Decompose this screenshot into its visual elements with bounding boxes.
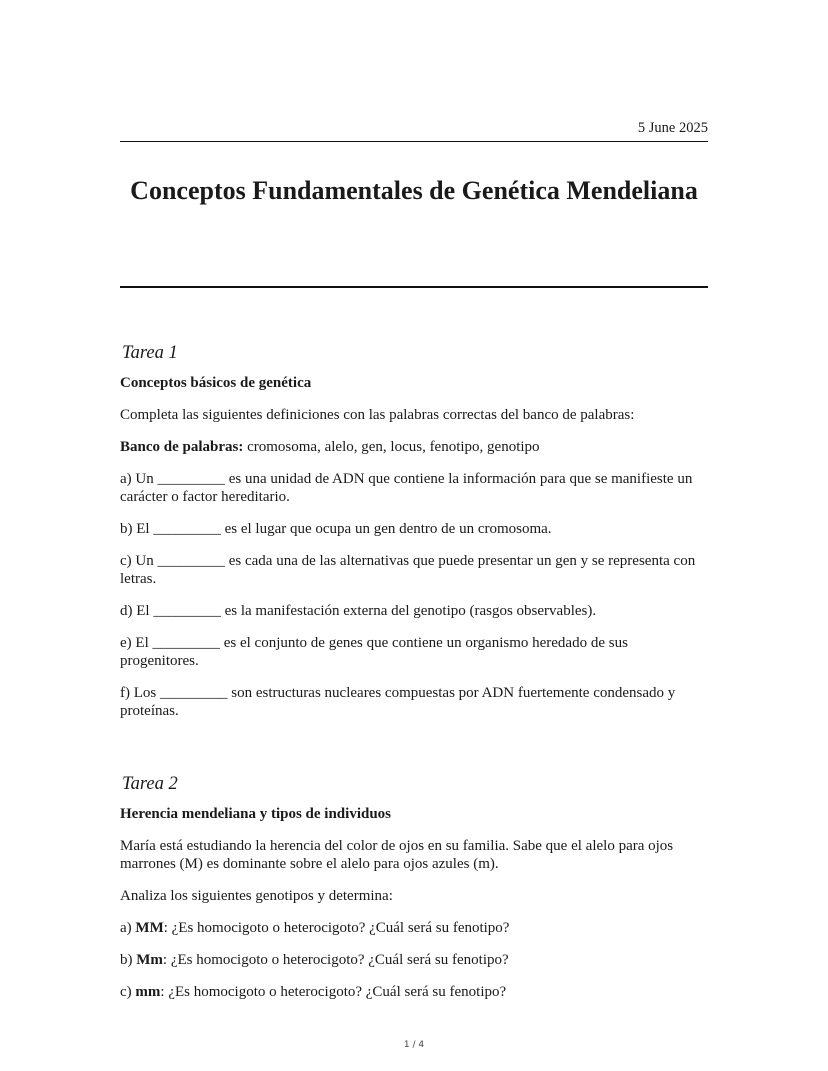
- genotype: MM: [135, 920, 164, 936]
- genotype: Mm: [136, 952, 163, 968]
- genotype: mm: [135, 984, 161, 1000]
- document-date: 5 June 2025: [637, 120, 708, 136]
- title-divider: [120, 286, 708, 288]
- task-heading: Tarea 2: [122, 774, 178, 794]
- genotype-question: [120, 951, 708, 969]
- item-prefix: a): [120, 920, 136, 936]
- genotype-question: [120, 919, 708, 937]
- task-instruction: Completa las siguientes definiciones con las palabras correctas del banco de palabras:: [120, 407, 635, 423]
- word-bank-words: cromosoma, alelo, gen, locus, fenotipo, genotipo: [243, 439, 540, 455]
- task-subtitle: Conceptos básicos de genética: [120, 375, 312, 391]
- word-bank-label: Banco de palabras:: [120, 439, 244, 455]
- task-subtitle: Herencia mendeliana y tipos de individuos: [120, 806, 392, 822]
- exercise-item: f) Los _________ son estructuras nucleares compuestas por ADN fuertemente condensado y proteínas.: [120, 685, 676, 719]
- question-text: : ¿Es homocigoto o heterocigoto? ¿Cuál será su fenotipo?: [163, 920, 510, 936]
- exercise-item: b) El _________ es el lugar que ocupa un gen dentro de un cromosoma.: [120, 521, 552, 537]
- task-2-section: [120, 773, 708, 1015]
- genotype-question: [120, 983, 708, 1001]
- task-heading: Tarea 1: [122, 343, 178, 363]
- exercise-item: c) Un _________ es cada una de las alternativas que puede presentar un gen y se representa con letras.: [120, 553, 696, 587]
- item-prefix: b): [120, 952, 137, 968]
- exercise-item: d) El _________ es la manifestación externa del genotipo (rasgos observables).: [120, 603, 597, 619]
- document-title: Conceptos Fundamentales de Genética Mendeliana: [130, 176, 698, 205]
- task-instruction: Analiza los siguientes genotipos y determina:: [120, 888, 393, 904]
- task-1-section: [120, 342, 708, 734]
- question-text: : ¿Es homocigoto o heterocigoto? ¿Cuál será su fenotipo?: [160, 984, 507, 1000]
- page-number: 1 / 4: [403, 1040, 425, 1050]
- question-text: : ¿Es homocigoto o heterocigoto? ¿Cuál será su fenotipo?: [162, 952, 509, 968]
- exercise-item: a) Un _________ es una unidad de ADN que contiene la información para que se manifieste un carácter o factor hereditario.: [120, 471, 693, 505]
- item-prefix: c): [120, 984, 136, 1000]
- header-divider: [120, 141, 708, 142]
- word-bank: [120, 438, 708, 456]
- exercise-item: e) El _________ es el conjunto de genes que contiene un organismo heredado de sus progenitores.: [120, 635, 628, 669]
- task-intro: María está estudiando la herencia del color de ojos en su familia. Sabe que el alelo para ojos marrones (M) es dominante sobre el alelo para ojos azules (m).: [120, 838, 674, 872]
